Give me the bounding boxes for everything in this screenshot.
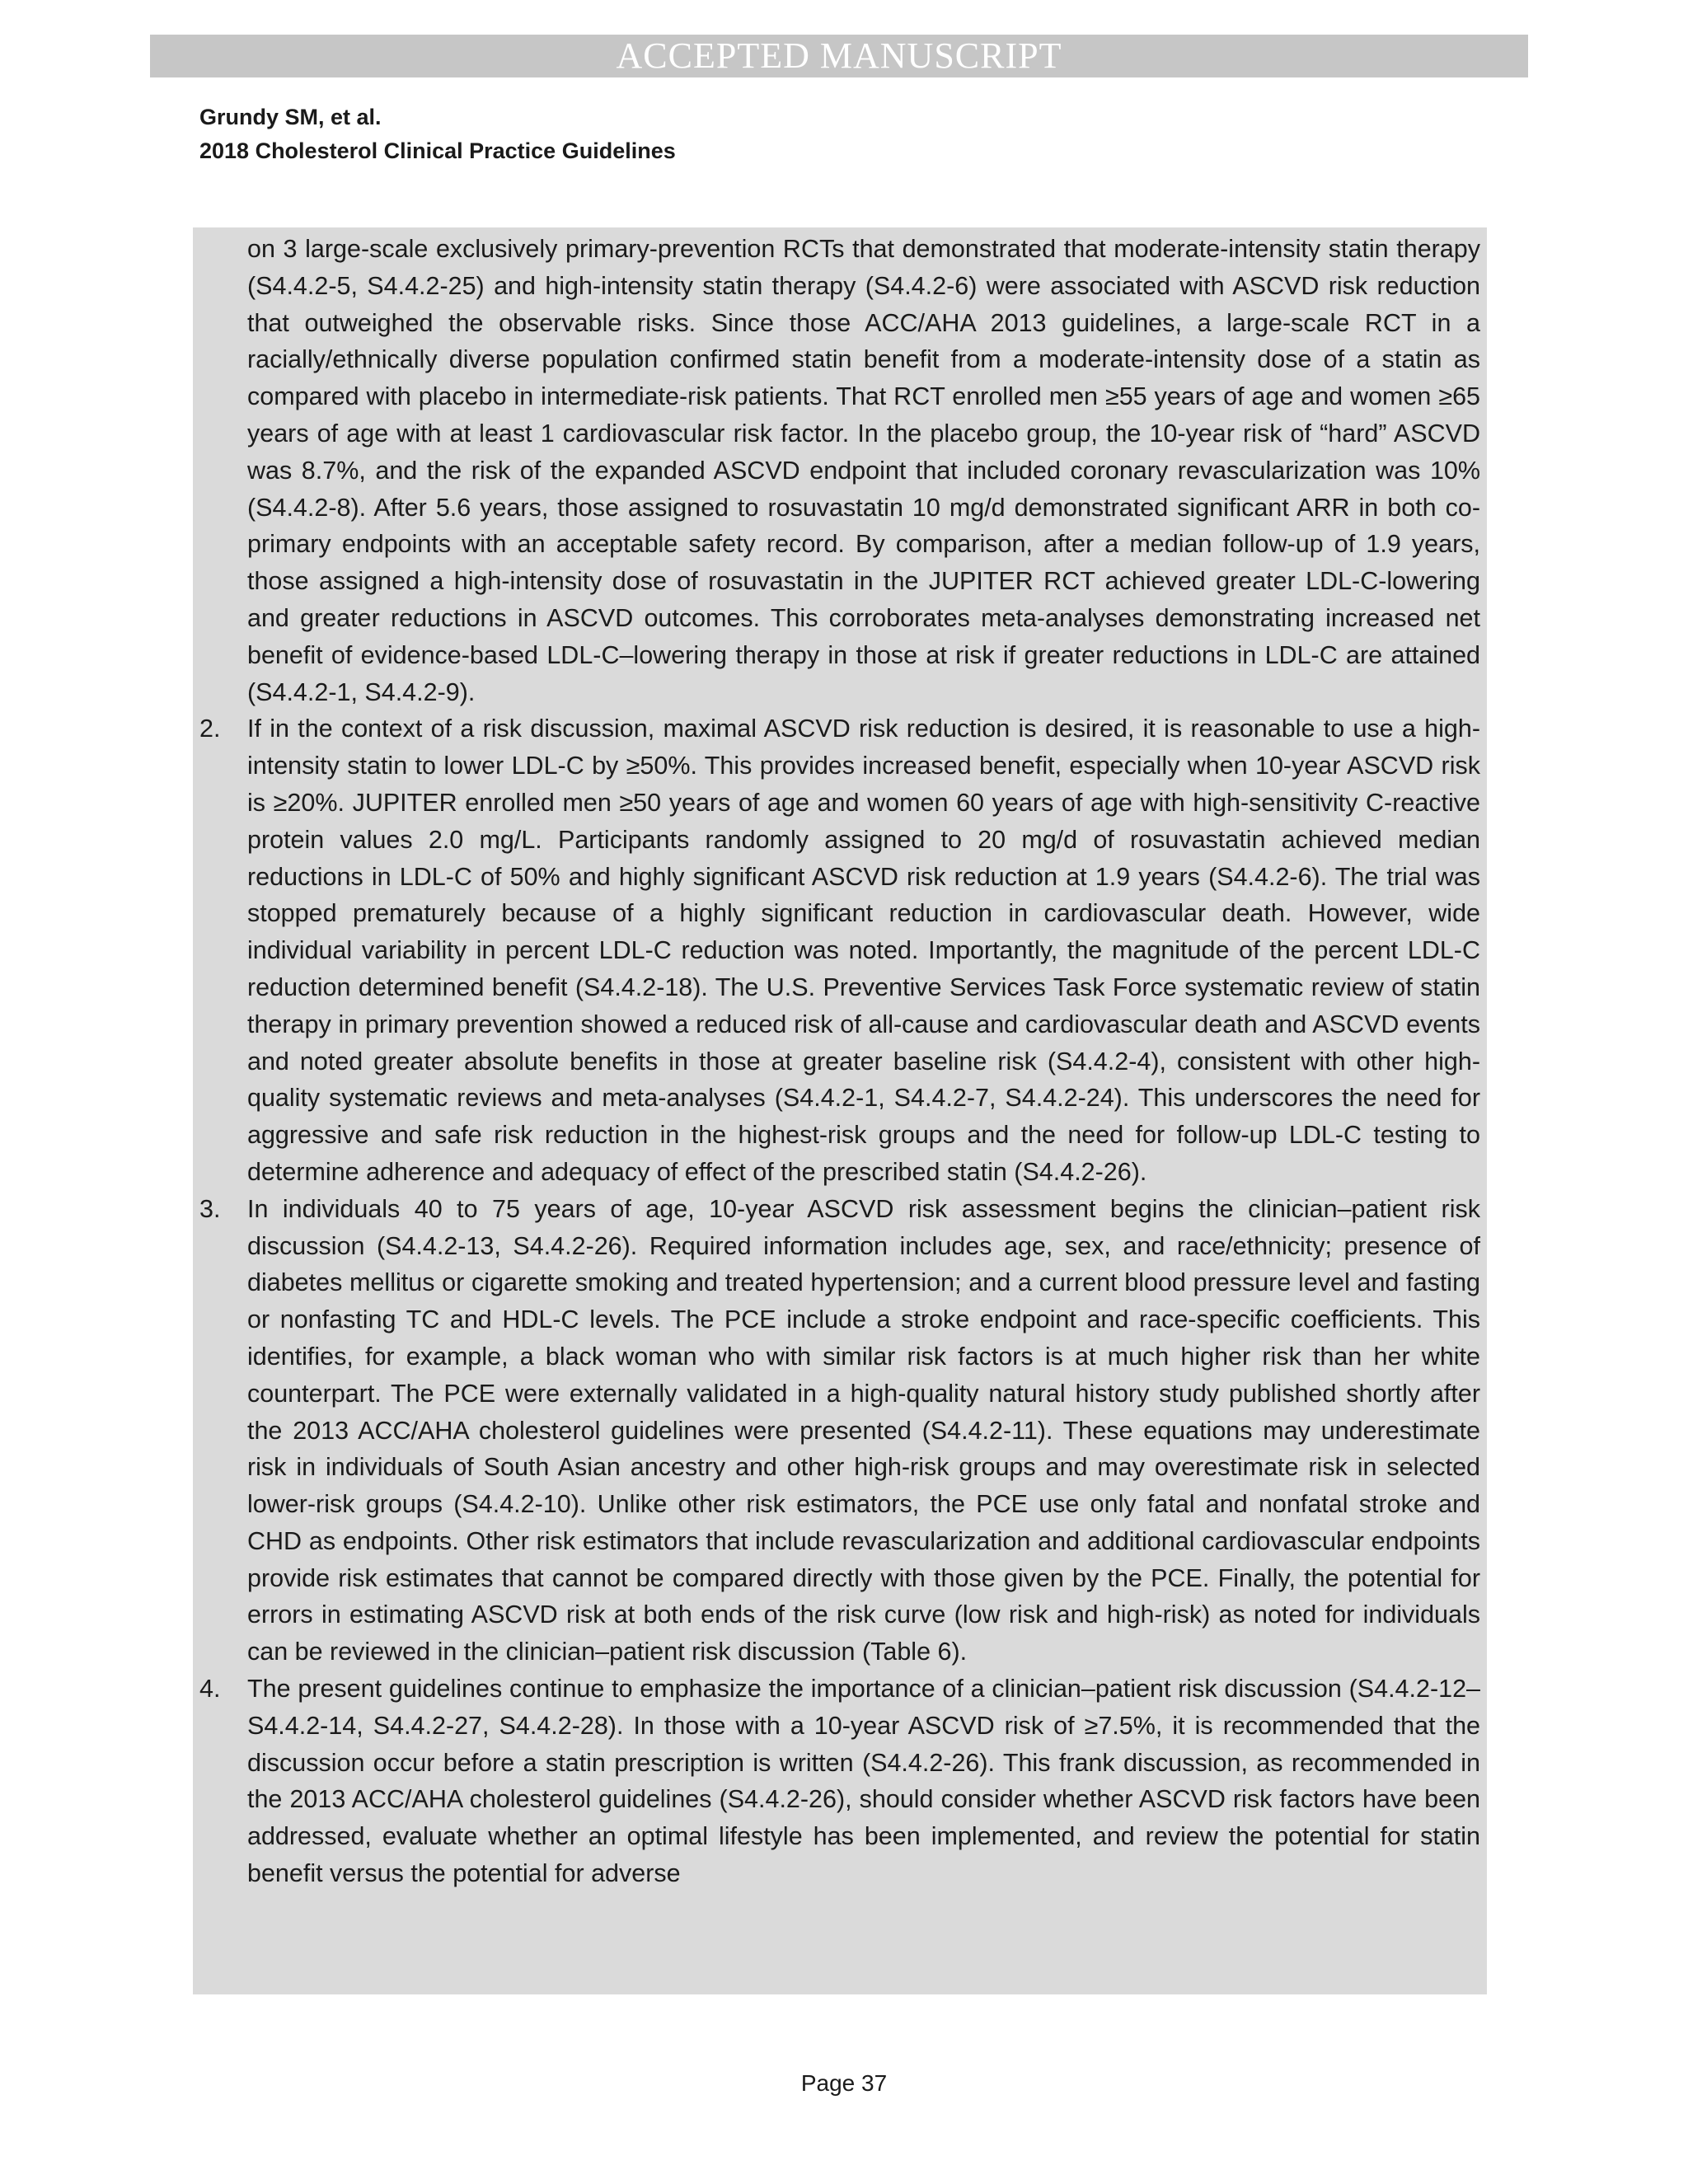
list-item-text: In individuals 40 to 75 years of age, 10-year ASCVD risk assessment begins the clinician–patient risk discussion (S4.4.2-13, S4.4.2-26). Required information includes age, sex, and race/ethnicity; presence of diabetes mellitus or cigarette smoking and treated hypertension; and a current blood pressure level and fasting or nonfasting TC and HDL-C levels. The PCE include a stroke endpoint and race-specific coefficients. This identifies, for example, a black woman who with similar risk factors is at much higher risk than her white counterpart. The PCE were externally validated in a high-quality natural history study published shortly after the 2013 ACC/AHA cholesterol guidelines were presented (S4.4.2-11). These equations may underestimate risk in individuals of South Asian ancestry and other high-risk groups and may overestimate risk in selected lower-risk groups (S4.4.2-10). Unlike other risk estimators, the PCE use only fatal and nonfatal stroke and CHD as endpoints. Other risk estimators that include revascularization and additional cardiovascular endpoints provide risk estimates that cannot be compared directly with those given by the PCE. Finally, the potential for errors in estimating ASCVD risk at both ends of the risk curve (low risk and high-risk) as noted for individuals can be reviewed in the clinician–patient risk discussion (Table 6).	[247, 1194, 1480, 1666]
continuation-paragraph: on 3 large-scale exclusively primary-prevention RCTs that demonstrated that moderate-intensity statin therapy (S4.4.2-5, S4.4.2-25) and high-intensity statin therapy (S4.4.2-6) were associated with ASCVD risk reduction that outweighed the observable risks. Since those ACC/AHA 2013 guidelines, a large-scale RCT in a racially/ethnically diverse population confirmed statin benefit from a moderate-intensity dose of a statin as compared with placebo in intermediate-risk patients. That RCT enrolled men ≥55 years of age and women ≥65 years of age with at least 1 cardiovascular risk factor. In the placebo group, the 10-year risk of “hard” ASCVD was 8.7%, and the risk of the expanded ASCVD endpoint that included coronary revascularization was 10% (S4.4.2-8). After 5.6 years, those assigned to rosuvastatin 10 mg/d demonstrated significant ARR in both co-primary endpoints with an acceptable safety record. By comparison, after a median follow-up of 1.9 years, those assigned a high-intensity dose of rosuvastatin in the JUPITER RCT achieved greater LDL-C-lowering and greater reductions in ASCVD outcomes. This corroborates meta-analyses demonstrating increased net benefit of evidence-based LDL-C–lowering therapy in those at risk if greater reductions in LDL-C are attained (S4.4.2-1, S4.4.2-9).	[247, 235, 1480, 706]
running-header	[199, 101, 676, 168]
list-item	[199, 1191, 1480, 1671]
list-item	[199, 1671, 1480, 1892]
page-number: Page 37	[800, 2070, 888, 2096]
list-item-number: 2.	[199, 715, 221, 743]
header-title: 2018 Cholesterol Clinical Practice Guidelines	[199, 138, 676, 163]
accepted-manuscript-banner: ACCEPTED MANUSCRIPT	[150, 35, 1528, 77]
list-item-number: 4.	[199, 1675, 221, 1704]
list-item	[199, 710, 1480, 1190]
list-item-number: 3.	[199, 1194, 221, 1223]
list-item-text: The present guidelines continue to emphasize the importance of a clinician–patient risk discussion (S4.4.2-12–S4.4.2-14, S4.4.2-27, S4.4.2-28). In those with a 10-year ASCVD risk of ≥7.5%, it is recommended that the discussion occur before a statin prescription is written (S4.4.2-26). This frank discussion, as recommended in the 2013 ACC/AHA cholesterol guidelines (S4.4.2-26), should consider whether ASCVD risk factors have been addressed, evaluate whether an optimal lifestyle has been implemented, and review the potential for statin benefit versus the potential for adverse	[247, 1675, 1480, 1888]
header-authors: Grundy SM, et al.	[199, 105, 382, 129]
list-item-text: If in the context of a risk discussion, maximal ASCVD risk reduction is desired, it is reasonable to use a high-intensity statin to lower LDL-C by ≥50%. This provides increased benefit, especially when 10-year ASCVD risk is ≥20%. JUPITER enrolled men ≥50 years of age and women 60 years of age with high-sensitivity C-reactive protein values 2.0 mg/L. Participants randomly assigned to 20 mg/d of rosuvastatin achieved median reductions in LDL-C of 50% and highly significant ASCVD risk reduction at 1.9 years (S4.4.2-6). The trial was stopped prematurely because of a highly significant reduction in cardiovascular death. However, wide individual variability in percent LDL-C reduction was noted. Importantly, the magnitude of the percent LDL-C reduction determined benefit (S4.4.2-18). The U.S. Preventive Services Task Force systematic review of statin therapy in primary prevention showed a reduced risk of all-cause and cardiovascular death and ASCVD events and noted greater absolute benefits in those at greater baseline risk (S4.4.2-4), consistent with other high-quality systematic reviews and meta-analyses (S4.4.2-1, S4.4.2-7, S4.4.2-24). This underscores the need for aggressive and safe risk reduction in the highest-risk groups and the need for follow-up LDL-C testing to determine adherence and adequacy of effect of the prescribed statin (S4.4.2-26).	[247, 715, 1480, 1186]
body-text	[199, 231, 1480, 1892]
